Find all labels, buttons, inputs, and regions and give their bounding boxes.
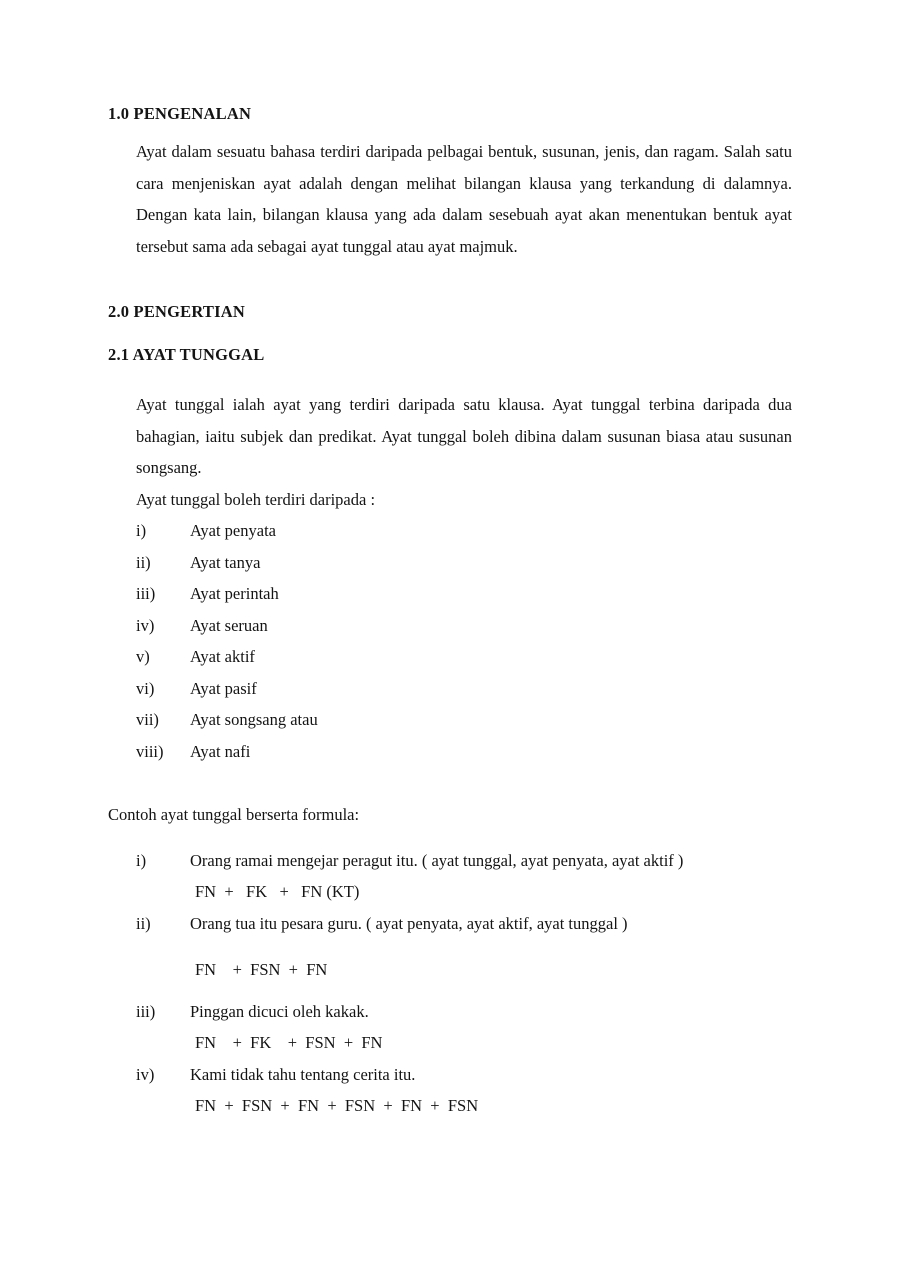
- example-formula: FN + FK + FN (KT): [195, 882, 360, 901]
- example-numeral: i): [136, 850, 147, 870]
- list-item-numeral: iii): [136, 584, 156, 603]
- list-item: [136, 641, 792, 673]
- example-list: [108, 845, 792, 1122]
- example-item: [108, 996, 792, 1059]
- list-item-label: Ayat penyata: [190, 521, 276, 540]
- list-item: [136, 515, 792, 547]
- example-formula: FN + FSN + FN + FSN + FN + FSN: [195, 1096, 479, 1115]
- list-item: [136, 547, 792, 579]
- example-sentence: Pinggan dicuci oleh kakak.: [190, 1001, 369, 1021]
- list-item-label: Ayat aktif: [190, 647, 255, 666]
- example-sentence-row: [136, 996, 792, 1028]
- list-item-label: Ayat perintah: [190, 584, 279, 603]
- list-item-label: Ayat pasif: [190, 678, 257, 698]
- example-numeral: iv): [136, 1064, 155, 1084]
- list-item-numeral: ii): [136, 552, 151, 572]
- example-item: [108, 845, 792, 908]
- list-item: [136, 610, 792, 642]
- section-heading-pengertian: 2.0 PENGERTIAN: [108, 302, 245, 321]
- ayat-tunggal-paragraph: Ayat tunggal ialah ayat yang terdiri daripada satu klausa. Ayat tunggal terbina daripada dua bahagian, iaitu subjek dan predikat. Ayat tunggal boleh dibina dalam susunan biasa atau susunan songsang.: [136, 395, 792, 477]
- list-item-numeral: v): [136, 647, 150, 666]
- example-sentence: Kami tidak tahu tentang cerita itu.: [190, 1064, 416, 1084]
- example-formula: FN + FSN + FN: [195, 960, 328, 979]
- example-numeral: ii): [136, 913, 151, 933]
- list-item-numeral: i): [136, 521, 147, 540]
- example-sentence-row: [136, 845, 792, 877]
- list-item-numeral: iv): [136, 615, 155, 635]
- example-item: [108, 908, 792, 986]
- list-item-label: Ayat seruan: [190, 615, 268, 635]
- example-formula: FN + FK + FSN + FN: [195, 1033, 383, 1052]
- section-heading-pengenalan: 1.0 PENGENALAN: [108, 104, 252, 123]
- list-item: [136, 736, 792, 768]
- examples-intro: Contoh ayat tunggal berserta formula:: [108, 805, 360, 824]
- section-heading-ayat-tunggal: 2.1 AYAT TUNGGAL: [108, 345, 265, 364]
- list-item-numeral: vii): [136, 710, 159, 729]
- ayat-type-list: [136, 515, 792, 767]
- list-item-label: Ayat tanya: [190, 552, 261, 572]
- example-item: [108, 1059, 792, 1122]
- list-item: [136, 578, 792, 610]
- list-item: [136, 673, 792, 705]
- type-list-intro: Ayat tunggal boleh terdiri daripada :: [136, 489, 376, 509]
- pengenalan-paragraph: Ayat dalam sesuatu bahasa terdiri daripada pelbagai bentuk, susunan, jenis, dan ragam. Salah satu cara menjeniskan ayat adalah dengan melihat bilangan klausa yang terkandung di dalamnya. Dengan kata lain, bilangan klausa yang ada dalam sesebuah ayat akan menentukan bentuk ayat tersebut sama ada sebagai ayat tunggal atau ayat majmuk.: [136, 142, 792, 256]
- list-item-numeral: vi): [136, 678, 155, 698]
- list-item-numeral: viii): [136, 741, 164, 761]
- list-item-label: Ayat nafi: [190, 741, 251, 761]
- example-numeral: iii): [136, 1001, 156, 1021]
- example-sentence-row: [136, 908, 792, 940]
- example-sentence: Orang ramai mengejar peragut itu. ( ayat tunggal, ayat penyata, ayat aktif ): [190, 850, 684, 870]
- list-item: [136, 704, 792, 736]
- example-sentence: Orang tua itu pesara guru. ( ayat penyata, ayat aktif, ayat tunggal ): [190, 913, 628, 933]
- example-sentence-row: [136, 1059, 792, 1091]
- list-item-label: Ayat songsang atau: [190, 710, 318, 729]
